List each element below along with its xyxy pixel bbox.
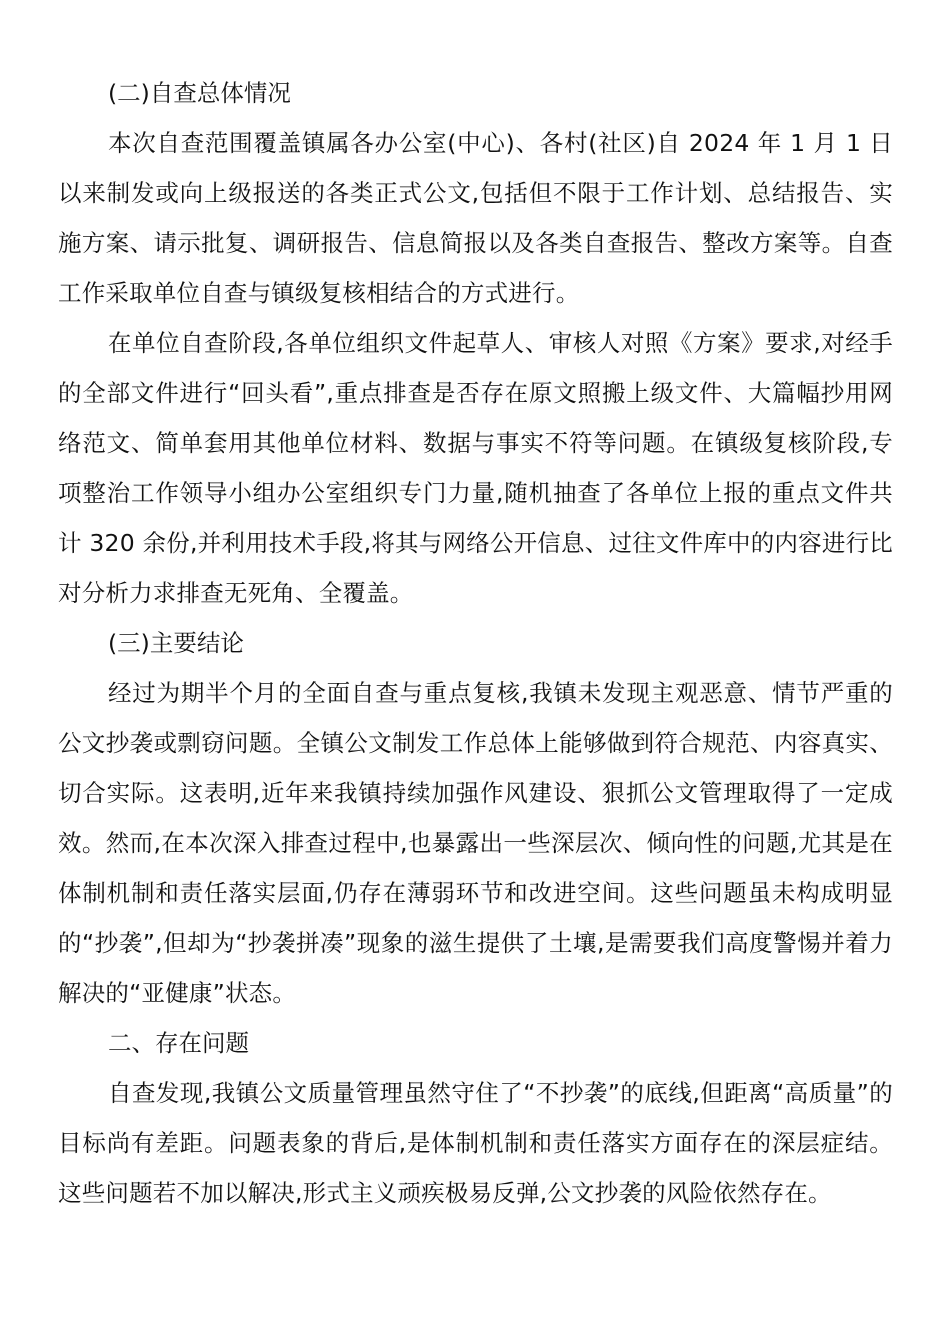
paragraph-process: 在单位自查阶段,各单位组织文件起草人、审核人对照《方案》要求,对经手的全部文件进行“回头看”,重点排查是否存在原文照搬上级文件、大篇幅抄用网络范文、简单套用其他单位材料、数据与事实不符等问题。在镇级复核阶段,专项整治工作领导小组办公室组织专门力量,随机抽查了各单位上报的重点文件共计 320 余份,并利用技术手段,将其与网络公开信息、过往文件库中的内容进行比对分析力求排查无死角、全覆盖。 [58,329,893,607]
section-heading-problems: 二、存在问题 [108,1029,249,1057]
section-heading-overall: (二)自查总体情况 [108,79,291,107]
paragraph-problems: 自查发现,我镇公文质量管理虽然守住了“不抄袭”的底线,但距离“高质量”的目标尚有差距。问题表象的背后,是体制机制和责任落实方面存在的深层症结。这些问题若不加以解决,形式主义顽疾极易反弹,公文抄袭的风险依然存在。 [58,1079,893,1207]
paragraph-conclusion: 经过为期半个月的全面自查与重点复核,我镇未发现主观恶意、情节严重的公文抄袭或剽窃问题。全镇公文制发工作总体上能够做到符合规范、内容真实、切合实际。这表明,近年来我镇持续加强作风建设、狠抓公文管理取得了一定成效。然而,在本次深入排查过程中,也暴露出一些深层次、倾向性的问题,尤其是在体制机制和责任落实层面,仍存在薄弱环节和改进空间。这些问题虽未构成明显的“抄袭”,但却为“抄袭拼凑”现象的滋生提供了土壤,是需要我们高度警惕并着力解决的“亚健康”状态。 [58,679,893,1007]
paragraph-scope: 本次自查范围覆盖镇属各办公室(中心)、各村(社区)自 2024 年 1 月 1 日以来制发或向上级报送的各类正式公文,包括但不限于工作计划、总结报告、实施方案、请示批复、调研报告、信息简报以及各类自查报告、整改方案等。自查工作采取单位自查与镇级复核相结合的方式进行。 [58,129,893,307]
section-heading-conclusion: (三)主要结论 [108,629,244,657]
document-page [58,68,893,1218]
